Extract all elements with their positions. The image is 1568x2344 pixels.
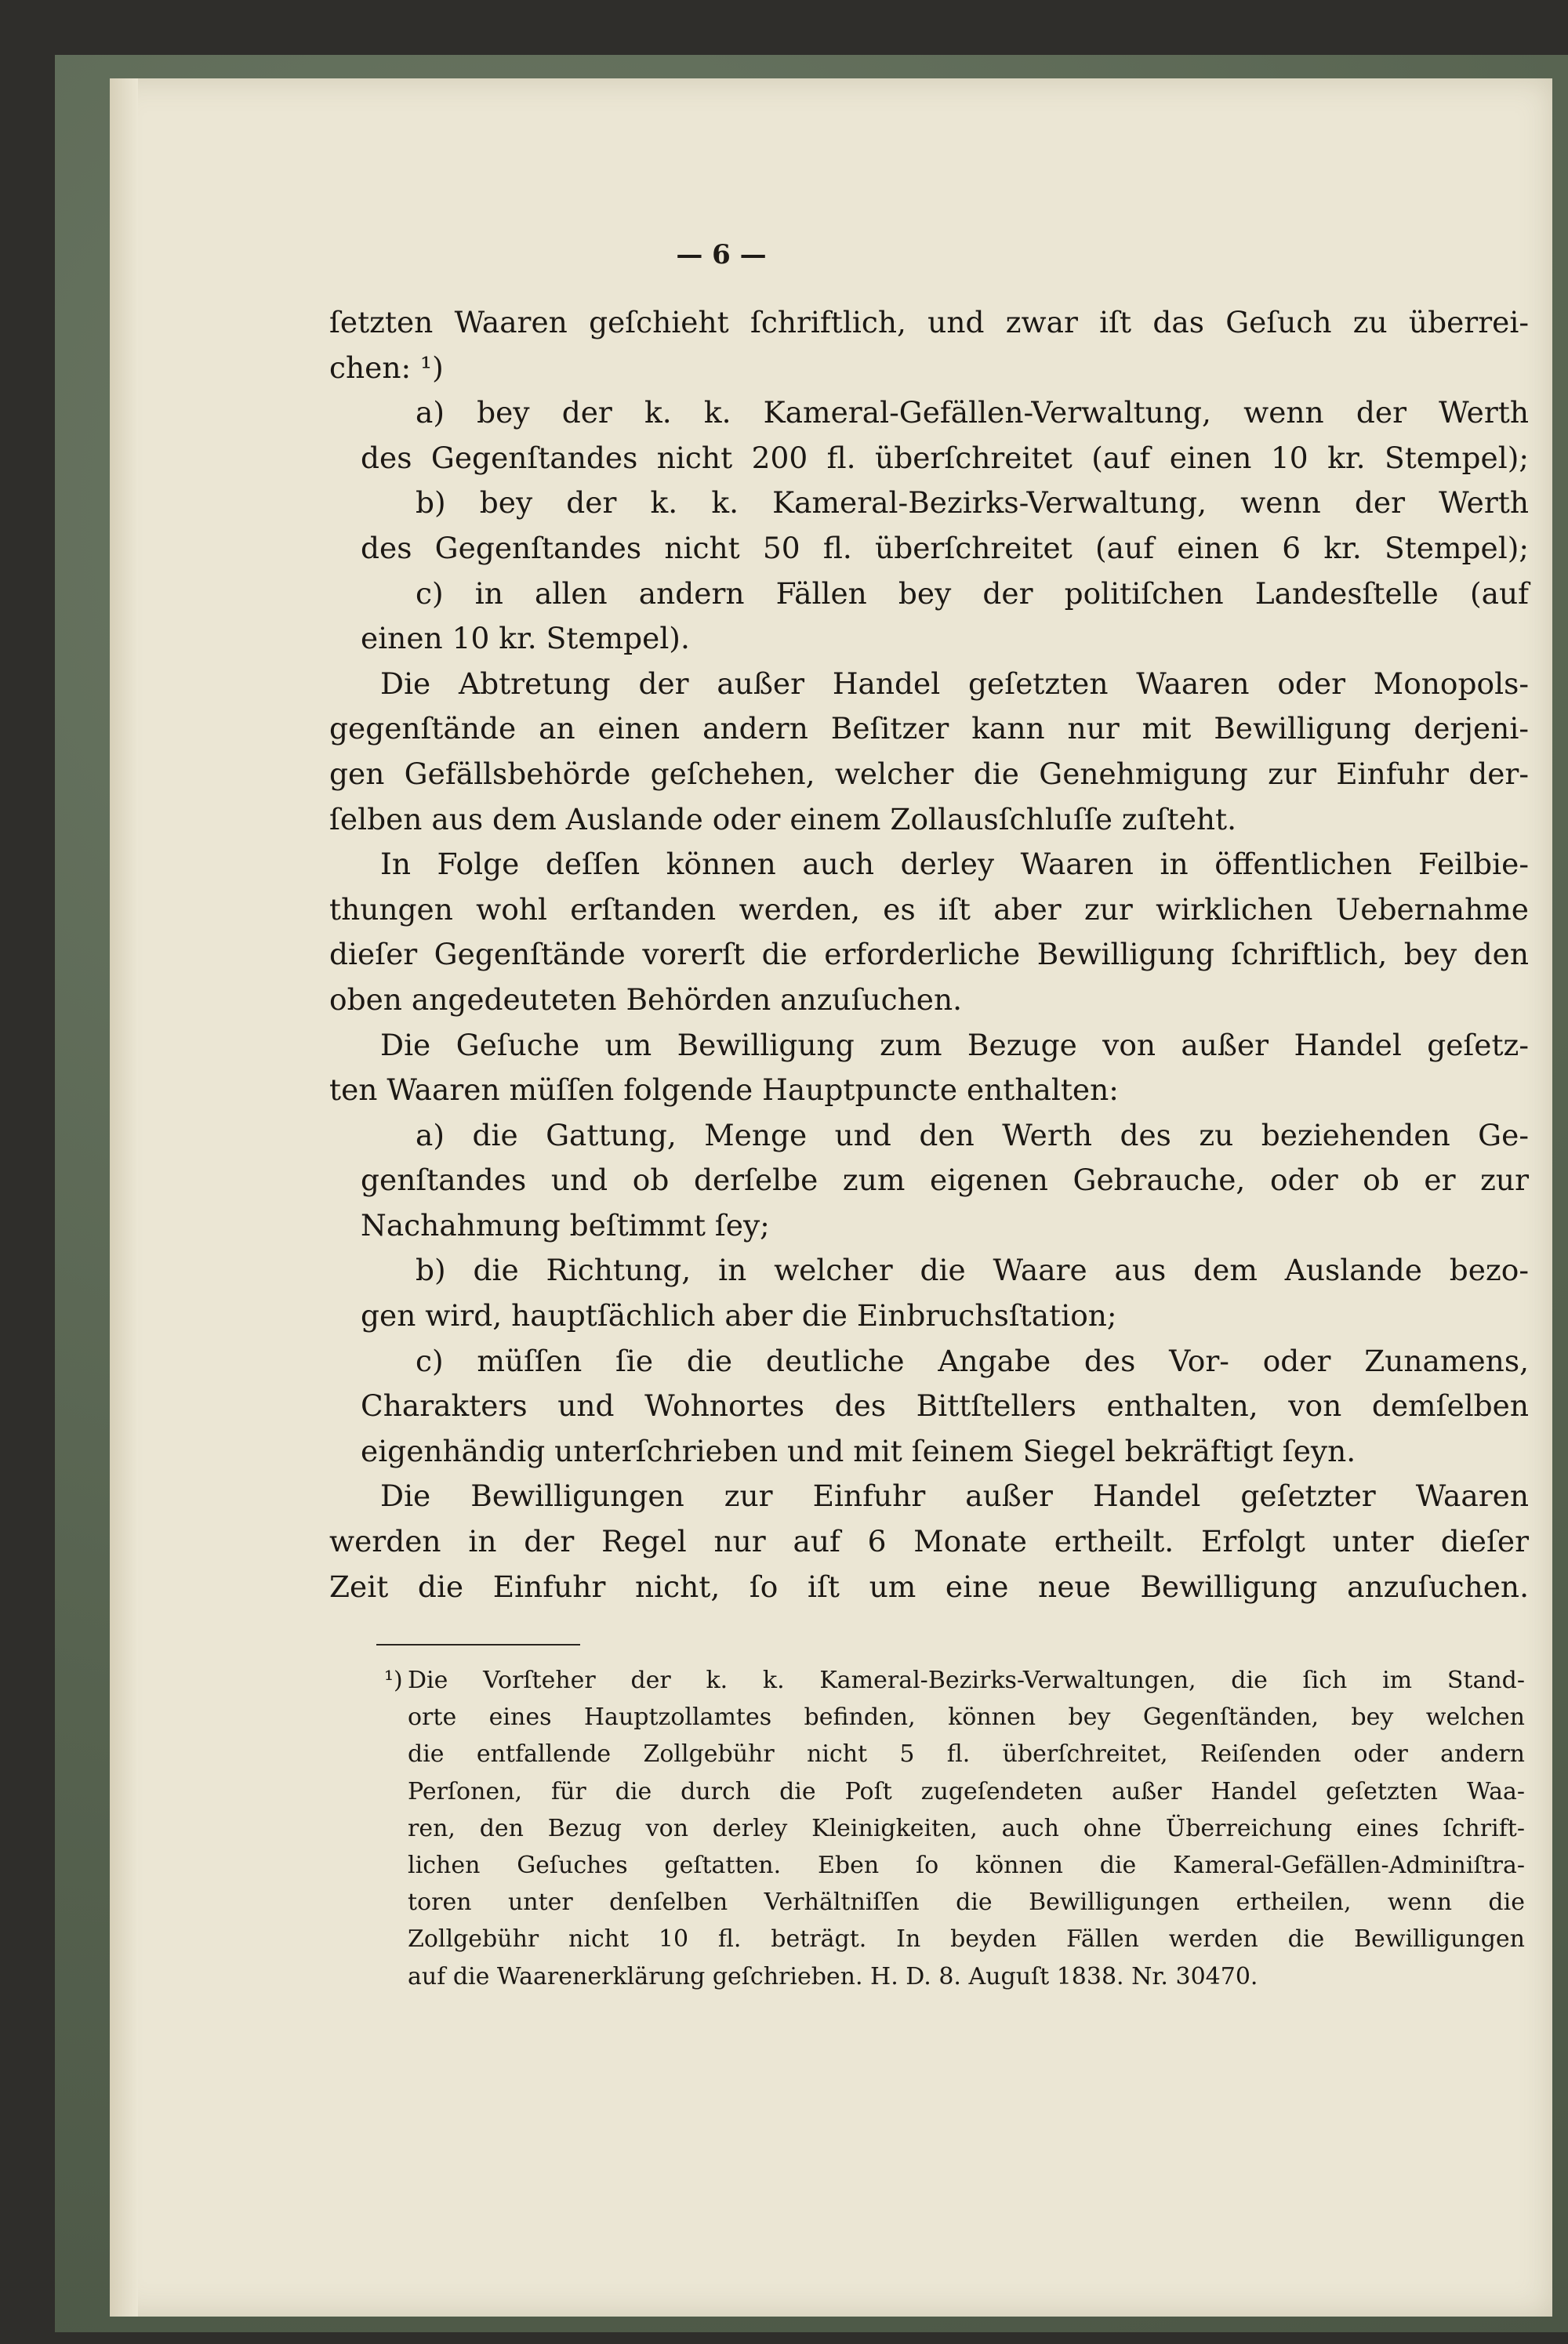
footnote bbox=[384, 1662, 1525, 1995]
text-line: oben angedeuteten Behörden anzuſuchen. bbox=[329, 982, 963, 1017]
text-line: werden in der Regel nur auf 6 Monate ertheilt. Erfolgt unter dieſer bbox=[329, 1524, 1529, 1559]
footnote-line: toren unter denſelben Verhältniſſen die Bewilligungen ertheilen, wenn die bbox=[408, 1889, 1525, 1917]
text-line: In Folge deſſen können auch derley Waaren in öffentlichen Feilbie- bbox=[380, 847, 1529, 882]
text-line: thungen wohl erſtanden werden, es iſt aber zur wirklichen Uebernahme bbox=[329, 891, 1529, 927]
text-line: gen Gefällsbehörde geſchehen, welcher die Genehmigung zur Einfuhr der- bbox=[329, 756, 1529, 791]
text-line: Charakters und Wohnortes des Bittſtellers enthalten, von demſelben bbox=[361, 1388, 1529, 1424]
text-line: a) bey der k. k. Kameral-Gefällen-Verwaltung, wenn der Werth bbox=[416, 395, 1529, 430]
text-line: Zeit die Einfuhr nicht, ſo iſt um eine neue Bewilligung anzuſuchen. bbox=[329, 1569, 1529, 1604]
footnote-separator bbox=[376, 1644, 580, 1646]
text-line: a) die Gattung, Menge und den Werth des zu beziehenden Ge- bbox=[416, 1117, 1529, 1152]
page-number: — 6 — bbox=[676, 239, 767, 270]
footnote-line: ren, den Bezug von derley Kleinigkeiten, auch ohne Überreichung eines ſchrift- bbox=[408, 1814, 1525, 1842]
text-line: c) müſſen ſie die deutliche Angabe des Vor- oder Zunamens, bbox=[416, 1343, 1529, 1378]
text-line: dieſer Gegenſtände vorerſt die erforderliche Bewilligung ſchriftlich, bey den bbox=[329, 937, 1529, 972]
footnote-line: lichen Geſuches geſtatten. Eben ſo können die Kameral-Gefällen-Adminiſtra- bbox=[408, 1851, 1525, 1879]
text-line: gen wird, hauptſächlich aber die Einbruchsſtation; bbox=[361, 1298, 1117, 1333]
text-line: des Gegenſtandes nicht 200 fl. überſchreitet (auf einen 10 kr. Stempel); bbox=[361, 440, 1529, 475]
text-line: b) die Richtung, in welcher die Waare aus dem Auslande bezo- bbox=[416, 1253, 1529, 1288]
text-line: Die Geſuche um Bewilligung zum Bezuge von außer Handel geſetz- bbox=[380, 1027, 1529, 1062]
text-line: gegenſtände an einen andern Beſitzer kann nur mit Bewilligung derjeni- bbox=[329, 711, 1529, 746]
text-line: ten Waaren müſſen folgende Hauptpuncte enthalten: bbox=[329, 1072, 1119, 1108]
footnote-line: auf die Waarenerklärung geſchrieben. H. D. 8. Auguſt 1838. Nr. 30470. bbox=[408, 1962, 1258, 1990]
text-line: des Gegenſtandes nicht 50 fl. überſchreitet (auf einen 6 kr. Stempel); bbox=[361, 530, 1529, 565]
text-line: Nachahmung beſtimmt ſey; bbox=[361, 1207, 770, 1243]
footnote-line: orte eines Hauptzollamtes befinden, können bey Gegenſtänden, bey welchen bbox=[408, 1704, 1525, 1732]
text-line: c) in allen andern Fällen bey der politiſchen Landesſtelle (auf bbox=[416, 575, 1529, 611]
text-line: eigenhändig unterſchrieben und mit ſeinem Siegel bekräftigt ſeyn. bbox=[361, 1433, 1356, 1468]
text-line: ſelben aus dem Auslande oder einem Zollausſchluſſe zuſteht. bbox=[329, 801, 1237, 836]
footnote-mark: ¹) bbox=[384, 1667, 403, 1694]
main-text bbox=[329, 300, 1529, 1609]
footnote-line: Perſonen, für die durch die Poſt zugeſendeten außer Handel geſetzten Waa- bbox=[408, 1777, 1525, 1805]
text-line: b) bey der k. k. Kameral-Bezirks-Verwaltung, wenn der Werth bbox=[416, 485, 1529, 521]
footnote-line: Zollgebühr nicht 10 fl. beträgt. In beyden Fällen werden die Bewilligungen bbox=[408, 1925, 1525, 1954]
text-line: Die Abtretung der außer Handel geſetzten Waaren oder Monopols- bbox=[380, 666, 1529, 701]
footnote-line: Die Vorſteher der k. k. Kameral-Bezirks-Verwaltungen, die ſich im Stand- bbox=[408, 1667, 1525, 1694]
text-line: genſtandes und ob derſelbe zum eigenen Gebrauche, oder ob er zur bbox=[361, 1163, 1529, 1198]
text-line: chen: ¹) bbox=[329, 350, 444, 385]
text-line: einen 10 kr. Stempel). bbox=[361, 621, 690, 656]
text-line: Die Bewilligungen zur Einfuhr außer Handel geſetzter Waaren bbox=[380, 1479, 1529, 1514]
footnote-line: die entfallende Zollgebühr nicht 5 fl. überſchreitet, Reiſenden oder andern bbox=[408, 1740, 1525, 1769]
text-line: ſetzten Waaren geſchieht ſchriftlich, und zwar iſt das Geſuch zu überrei- bbox=[329, 305, 1529, 339]
